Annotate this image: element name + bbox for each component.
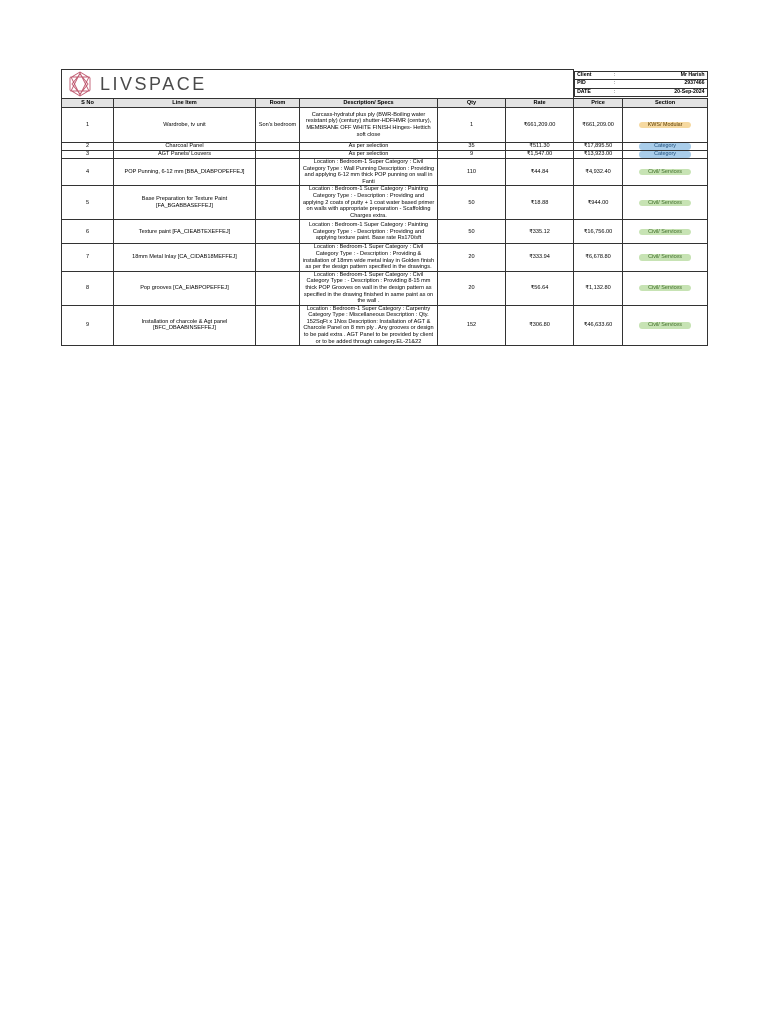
cell-line-item: Wardrobe, tv unit (114, 108, 256, 143)
livspace-logo-icon (66, 70, 94, 98)
cell-room (256, 305, 300, 346)
cell-room (256, 186, 300, 220)
meta-row-pid (575, 80, 708, 89)
cell-sno: 9 (62, 305, 114, 346)
cell-description: Location : Bedroom-1 Super Category : Civil Category Type : Wall Punning Description : Providing and applying 6-12 mm thick POP punning on wall in Fanti (300, 159, 438, 186)
brand-name: LIVSPACE (100, 74, 207, 94)
cell-line-item: AGT Panels/ Louvers (114, 151, 256, 159)
cell-line-item: Charcoal Panel (114, 143, 256, 151)
cell-section (623, 186, 708, 220)
section-badge: Civil/ Services (639, 169, 691, 175)
cell-rate: ₹44.84 (506, 159, 574, 186)
meta-colon: : (611, 88, 619, 97)
table-body (62, 108, 708, 346)
quotation-table (61, 69, 708, 346)
meta-table (574, 71, 708, 98)
col-header-qty: Qty (438, 99, 506, 108)
cell-sno: 4 (62, 159, 114, 186)
table-row (62, 151, 708, 159)
cell-sno: 6 (62, 220, 114, 244)
meta-value: 2937466 (619, 80, 708, 89)
cell-price: ₹16,756.00 (574, 220, 623, 244)
quotation-sheet (61, 69, 707, 346)
section-badge: Civil/ Services (639, 254, 691, 260)
cell-price: ₹4,932.40 (574, 159, 623, 186)
cell-description: Location : Bedroom-1 Super Category : Civil Category Type : - Description : Providing 8-15 mm thick POP Grooves on wall in the design pattern as specified in the drawing finished in same paint as on the wall . (300, 271, 438, 305)
table-row (62, 271, 708, 305)
cell-price: ₹944.00 (574, 186, 623, 220)
col-header-room: Room (256, 99, 300, 108)
cell-room (256, 151, 300, 159)
meta-row-client (575, 71, 708, 80)
cell-price: ₹6,678.80 (574, 244, 623, 271)
cell-room: Son's bedroom (256, 108, 300, 143)
cell-sno: 1 (62, 108, 114, 143)
cell-room (256, 143, 300, 151)
cell-section (623, 305, 708, 346)
cell-line-item: Texture paint [FA_CIEABTEXEFFEJ] (114, 220, 256, 244)
cell-sno: 3 (62, 151, 114, 159)
cell-description: Location : Bedroom-1 Super Category : Painting Category Type : - Description : Providing and applying 2 coats of putty + 1 coat water based primer on walls with appropriate preparation - Scaffolding Charges extra. (300, 186, 438, 220)
section-badge: Civil/ Services (639, 285, 691, 291)
cell-rate: ₹56.64 (506, 271, 574, 305)
meta-value: Mr Harish (619, 71, 708, 80)
cell-sno: 8 (62, 271, 114, 305)
cell-qty: 9 (438, 151, 506, 159)
cell-qty: 35 (438, 143, 506, 151)
cell-price: ₹46,633.60 (574, 305, 623, 346)
cell-rate: ₹333.94 (506, 244, 574, 271)
cell-room (256, 220, 300, 244)
cell-room (256, 271, 300, 305)
cell-rate: ₹1,547.00 (506, 151, 574, 159)
cell-sno: 2 (62, 143, 114, 151)
col-header-description: Description/ Specs (300, 99, 438, 108)
cell-section (623, 220, 708, 244)
cell-price: ₹13,923.00 (574, 151, 623, 159)
table-row (62, 186, 708, 220)
cell-qty: 20 (438, 244, 506, 271)
meta-label: PID (575, 80, 611, 89)
cell-rate: ₹335.12 (506, 220, 574, 244)
cell-rate: ₹306.80 (506, 305, 574, 346)
cell-line-item: Base Preparation for Texture Paint [FA_BGABBASEFFEJ] (114, 186, 256, 220)
cell-section (623, 271, 708, 305)
table-row (62, 108, 708, 143)
cell-qty: 50 (438, 186, 506, 220)
table-row (62, 305, 708, 346)
table-row (62, 143, 708, 151)
table-row (62, 244, 708, 271)
cell-rate: ₹661,209.00 (506, 108, 574, 143)
cell-line-item: Pop grooves [CA_EIABPOPEFFEJ] (114, 271, 256, 305)
col-header-line-item: Line Item (114, 99, 256, 108)
cell-description: As per selection (300, 151, 438, 159)
logo-area (62, 70, 574, 99)
cell-line-item: POP Punning, 6-12 mm [BBA_DIABPOPEFFEJ] (114, 159, 256, 186)
col-header-section: Section (623, 99, 708, 108)
cell-description: Location : Bedroom-1 Super Category : Carpentry Category Type : Miscellaneous Description : Qty. 152SqFt x 1Nos Description: Installation of AGT & Charcole Panel on 8 mm ply . Any grooves or design to be paid extra . AGT Panel to be provided by client or to be added through category.EL-21&22 (300, 305, 438, 346)
cell-sno: 7 (62, 244, 114, 271)
cell-qty: 152 (438, 305, 506, 346)
cell-price: ₹17,895.50 (574, 143, 623, 151)
meta-row-date (575, 88, 708, 97)
cell-description: As per selection (300, 143, 438, 151)
section-badge: Civil/ Services (639, 322, 691, 328)
cell-qty: 50 (438, 220, 506, 244)
table-row (62, 220, 708, 244)
meta-label: Client (575, 71, 611, 80)
cell-description: Location : Bedroom-1 Super Category : Painting Category Type : - Description : Providing and applying texture paint. Base rate Rs170/sft (300, 220, 438, 244)
cell-price: ₹661,209.00 (574, 108, 623, 143)
section-badge: Civil/ Services (639, 200, 691, 206)
section-badge: Civil/ Services (639, 229, 691, 235)
cell-rate: ₹511.30 (506, 143, 574, 151)
column-header-row (62, 99, 708, 108)
cell-qty: 110 (438, 159, 506, 186)
cell-section (623, 108, 708, 143)
section-badge: KWS/ Modular (639, 122, 691, 128)
cell-section (623, 244, 708, 271)
col-header-sno: S No (62, 99, 114, 108)
meta-value: 20-Sep-2024 (619, 88, 708, 97)
cell-line-item: 18mm Metal Inlay [CA_CIDAB18MEFFEJ] (114, 244, 256, 271)
cell-section (623, 159, 708, 186)
meta-colon: : (611, 71, 619, 80)
cell-section (623, 151, 708, 159)
cell-rate: ₹18.88 (506, 186, 574, 220)
meta-label: DATE (575, 88, 611, 97)
cell-price: ₹1,132.80 (574, 271, 623, 305)
cell-description: Location : Bedroom-1 Super Category : Civil Category Type : - Description : Providing & installation of 18mm wide metal inlay in Golden finish as per the design pattern specified in the drawings. (300, 244, 438, 271)
cell-room (256, 244, 300, 271)
section-badge: Category (639, 151, 691, 157)
col-header-rate: Rate (506, 99, 574, 108)
meta-colon: : (611, 80, 619, 89)
col-header-price: Price (574, 99, 623, 108)
cell-room (256, 159, 300, 186)
table-row (62, 159, 708, 186)
section-badge: Category (639, 143, 691, 149)
cell-description: Carcass-hydratuf plus ply (BWR-Boiling water resistant ply) (century) shutter-HDFHMR (century), MEMBRANE OFF WHITE FINISH Hinges- Hettich soft close (300, 108, 438, 143)
cell-qty: 20 (438, 271, 506, 305)
cell-section (623, 143, 708, 151)
cell-qty: 1 (438, 108, 506, 143)
cell-line-item: Installation of charcole & Agt panel [BFC_DBAABINSEFFEJ] (114, 305, 256, 346)
cell-sno: 5 (62, 186, 114, 220)
